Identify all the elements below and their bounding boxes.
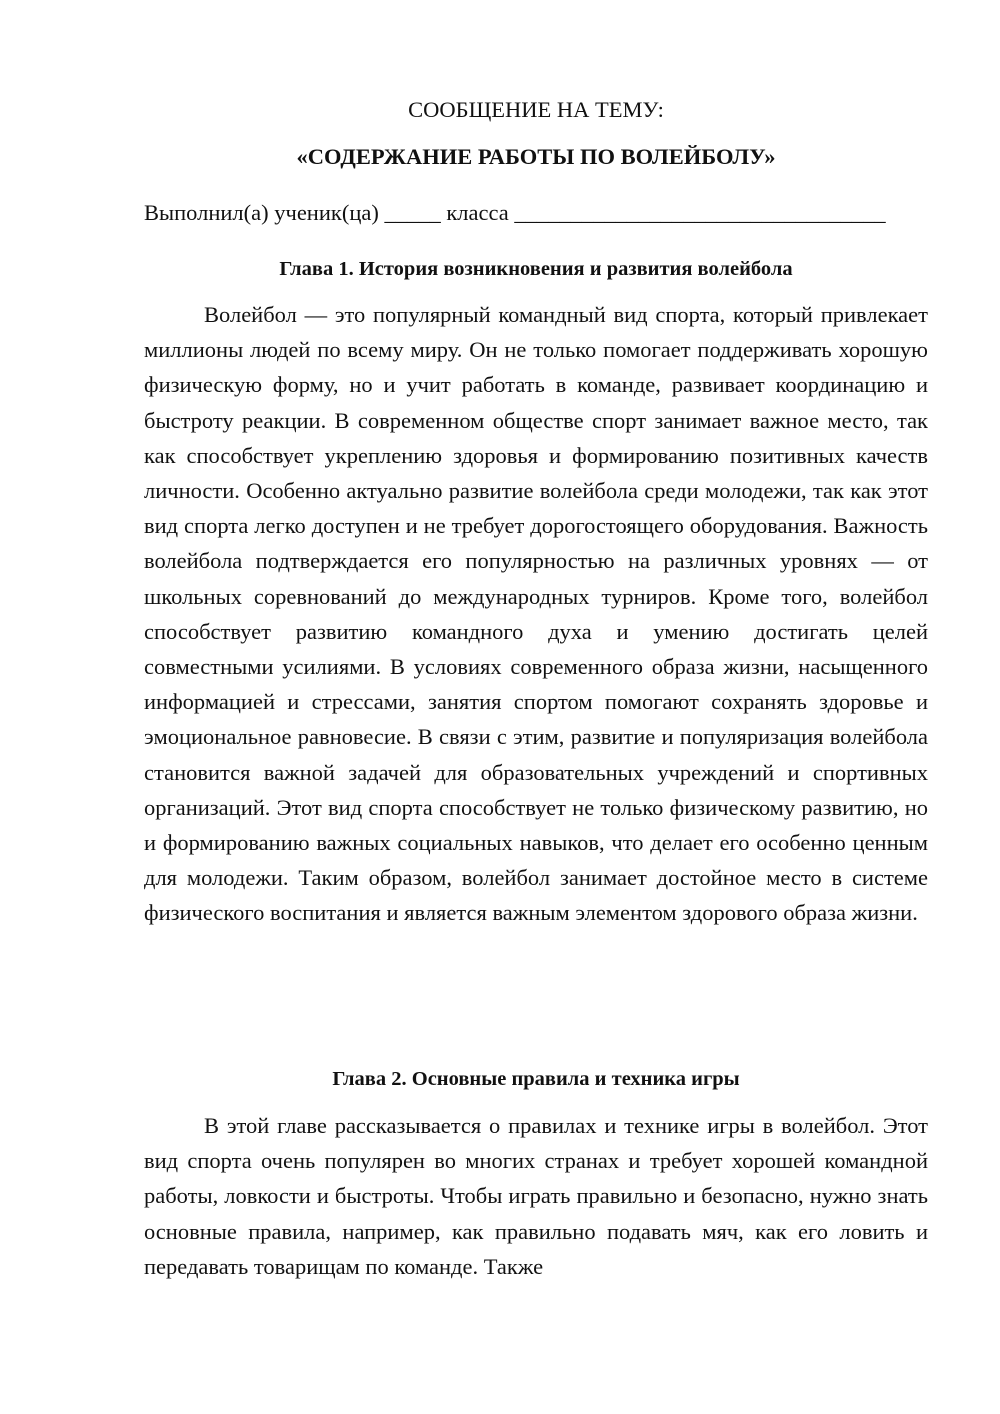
chapter-2-heading: Глава 2. Основные правила и техника игры — [332, 1068, 740, 1090]
document-title-line-2: «СОДЕРЖАНИЕ РАБОТЫ ПО ВОЛЕЙБОЛУ» — [296, 144, 776, 169]
author-line: Выполнил(а) ученик(ца) _____ класса _________________________________ — [144, 200, 886, 225]
chapter-2-paragraph: В этой главе рассказывается о правилах и технике игры в волейбол. Этот вид спорта очень популярен во многих странах и требует хорошей командной работы, ловкости и быстроты. Чтобы играть правильно и безопасно, нужно знать основные правила, например, как правильно подавать мяч, как его ловить и передавать товарищам по команде. Также — [144, 1113, 928, 1279]
document-title-line-1: СООБЩЕНИЕ НА ТЕМУ: — [408, 97, 664, 122]
chapter-1-heading: Глава 1. История возникновения и развития волейбола — [279, 258, 793, 280]
chapter-1-paragraph: Волейбол — это популярный командный вид спорта, который привлекает миллионы людей по всему миру. Он не только помогает поддерживать хорошую физическую форму, но и учит работать в команде, развивает координацию и быстроту реакции. В современном обществе спорт занимает важное место, так как способствует укреплению здоровья и формированию позитивных качеств личности. Особенно актуально развитие волейбола среди молодежи, так как этот вид спорта легко доступен и не требует дорогостоящего оборудования. Важность волейбола подтверждается его популярностью на различных уровнях — от школьных соревнований до международных турниров. Кроме того, волейбол способствует развитию командного духа и умению достигать целей совместными усилиями. В условиях современного образа жизни, насыщенного информацией и стрессами, занятия спортом помогают сохранять здоровье и эмоциональное равновесие. В связи с этим, развитие и популяризация волейбола становится важной задачей для образовательных учреждений и спортивных организаций. Этот вид спорта способствует не только физическому развитию, но и формированию важных социальных навыков, что делает его особенно ценным для молодежи. Таким образом, волейбол занимает достойное место в системе физического воспитания и является важным элементом здорового образа жизни. — [144, 302, 928, 926]
